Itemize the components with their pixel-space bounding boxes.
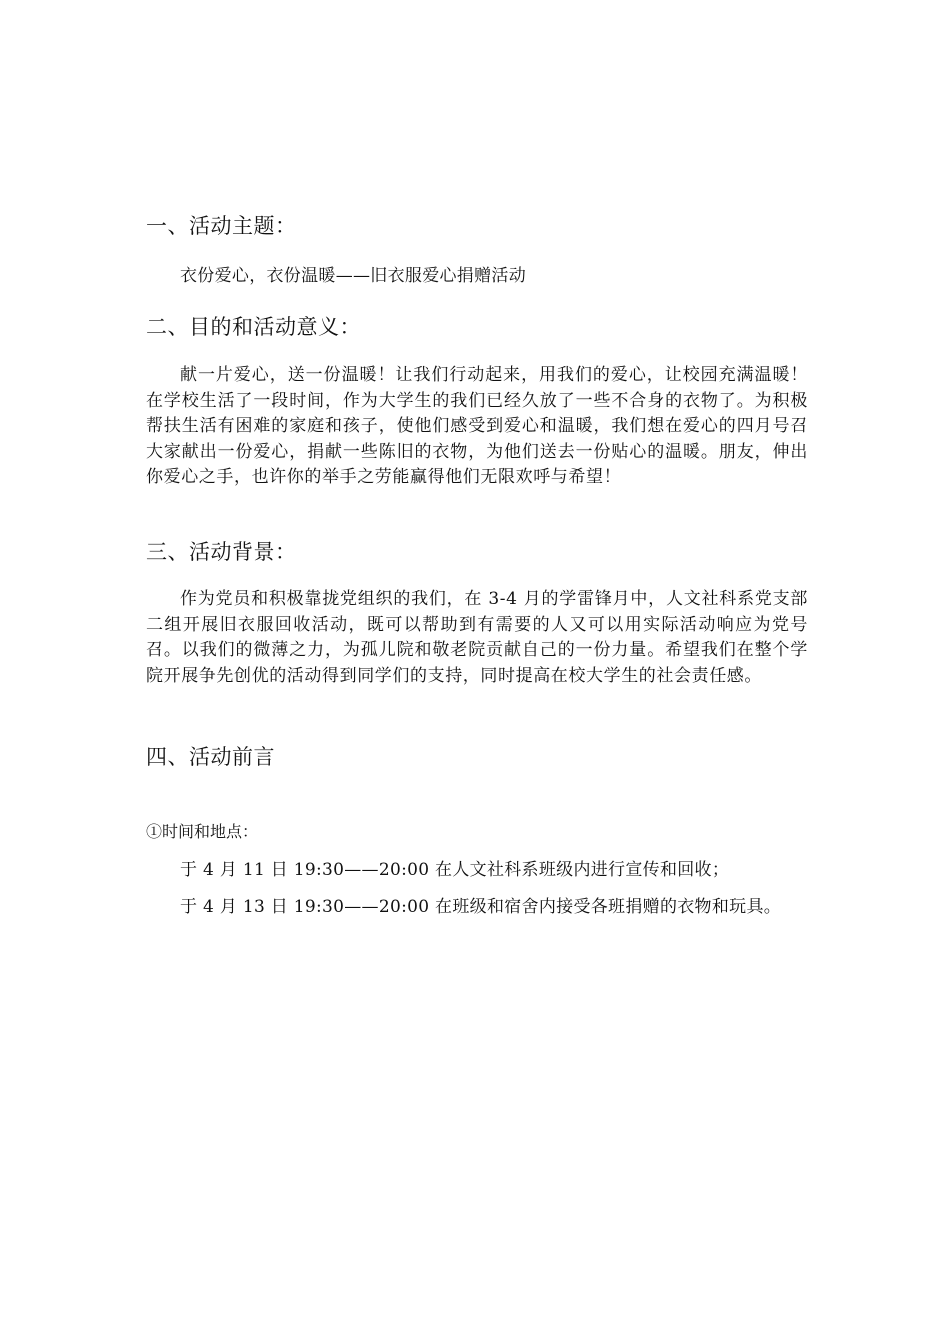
time-place-item: 于 4 月 13 日 19:30——20:00 在班级和宿舍内接受各班捐赠的衣物和玩具。 — [180, 897, 782, 917]
section-heading-theme: 一、活动主题： — [146, 214, 297, 238]
section-body-background: 作为党员和积极靠拢党组织的我们，在 3-4 月的学雷锋月中，人文社科系党支部二组开展旧衣服回收活动，既可以帮助到有需要的人又可以用实际活动响应为党号召。以我们的微薄之力，为孤儿院和敬老院贡献自己的一份力量。希望我们在整个学院开展争先创优的活动得到同学们的支持，同时提高在校大学生的社会责任感。 — [146, 589, 808, 686]
section-body-purpose: 献一片爱心，送一份温暖！让我们行动起来，用我们的爱心，让校园充满温暖！在学校生活了一段时间，作为大学生的我们已经久放了一些不合身的衣物了。为积极帮扶生活有困难的家庭和孩子，使他们感受到爱心和温暖，我们想在爱心的四月号召大家献出一份爱心，捐献一些陈旧的衣物，为他们送去一份贴心的温暖。朋友，伸出你爱心之手，也许你的举手之劳能赢得他们无限欢呼与希望！ — [146, 365, 808, 487]
section-body-theme: 衣份爱心，衣份温暖——旧衣服爱心捐赠活动 — [180, 266, 526, 286]
section-heading-background: 三、活动背景： — [146, 540, 297, 564]
time-place-label: ①时间和地点： — [146, 822, 259, 841]
section-heading-preface: 四、活动前言 — [146, 745, 275, 769]
section-heading-purpose: 二、目的和活动意义： — [146, 315, 361, 339]
time-place-item: 于 4 月 11 日 19:30——20:00 在人文社科系班级内进行宣传和回收； — [180, 860, 730, 880]
